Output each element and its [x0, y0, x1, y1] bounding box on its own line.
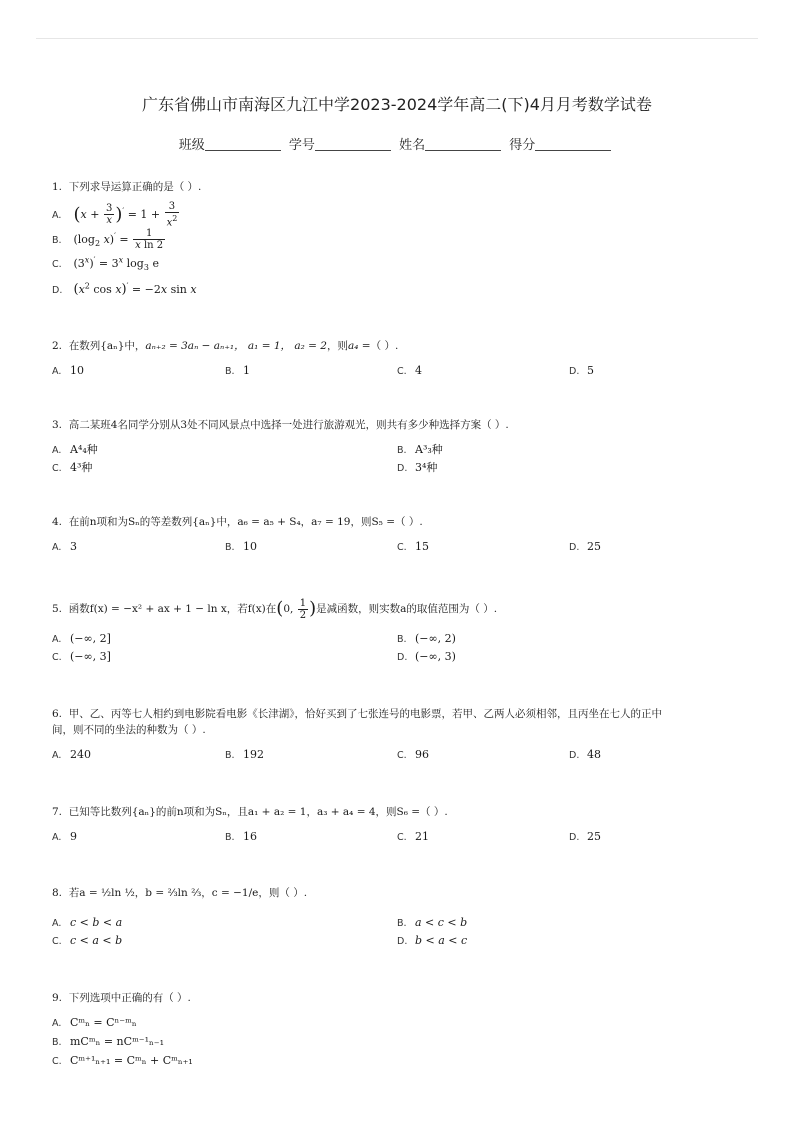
- question-stem: 3. 高二某班4名同学分别从3处不同风景点中选择一处进行旅游观光，则共有多少种选择方案（ ）.: [52, 419, 509, 431]
- question-stem: 9. 下列选项中正确的有（ ）.: [52, 992, 191, 1004]
- option-a: A. 10: [52, 364, 84, 377]
- class-blank[interactable]: [205, 138, 281, 151]
- option-b: B. mCᵐₙ = nCᵐ⁻¹ₙ₋₁: [52, 1035, 164, 1048]
- question-2: [52, 338, 752, 380]
- option-a: A. 9: [52, 830, 77, 843]
- number-label: 学号: [288, 138, 315, 153]
- question-stem: 1. 下列求导运算正确的是（ ）.: [52, 181, 202, 193]
- question-4: [52, 514, 752, 556]
- option-d: D. 3⁴种: [397, 461, 438, 474]
- option-d: D. 5: [569, 364, 594, 377]
- option-a: A. 240: [52, 748, 91, 761]
- question-6: [52, 706, 752, 764]
- option-b: B. 192: [225, 748, 264, 761]
- option-a: A. Cᵐₙ = Cⁿ⁻ᵐₙ: [52, 1016, 137, 1029]
- question-stem: 8. 若a = ½ln ½，b = ⅔ln ⅔，c = −1/e，则（ ）.: [52, 887, 308, 899]
- option-c: C. c < a < b: [52, 934, 123, 947]
- number-blank[interactable]: [315, 138, 391, 151]
- score-label: 得分: [509, 138, 536, 153]
- option-b: B. 10: [225, 540, 257, 553]
- option-d: D. b < a < c: [397, 934, 468, 947]
- option-a: A. (−∞, 2]: [52, 632, 111, 645]
- student-info-line: [0, 134, 794, 153]
- options: [52, 914, 752, 950]
- options: [52, 746, 752, 764]
- option-b: B. (−∞, 2): [397, 632, 456, 645]
- options: [52, 538, 752, 556]
- option-b: B. 16: [225, 830, 257, 843]
- option-c: C. $(3^x)' = 3^x$ $\log_3 e$: [52, 255, 159, 272]
- options: [52, 201, 752, 300]
- option-a: A. A⁴₄种: [52, 443, 98, 456]
- option-c: C. 4: [397, 364, 422, 377]
- page-title: 广东省佛山市南海区九江中学2023-2024学年高二(下)4月月考数学试卷: [142, 95, 652, 114]
- name-blank[interactable]: [425, 138, 501, 151]
- options: [52, 441, 752, 477]
- class-label: 班级: [178, 138, 205, 153]
- option-b: B. 1: [225, 364, 250, 377]
- formula-c: $(3^x)' = 3^x$ $\log_3 e$: [73, 255, 159, 272]
- question-9: [52, 990, 752, 1071]
- option-c: C. Cᵐ⁺¹ₙ₊₁ = Cᵐₙ + Cᵐₙ₊₁: [52, 1054, 193, 1067]
- question-stem: 5. 函数f(x) = −x² + ax + 1 − ln x，若f(x)在(0, $\frac{1}{2}$ )是减函数，则实数a的取值范围为（ ）.: [52, 597, 498, 621]
- question-8: [52, 880, 752, 950]
- option-b: B. ($\log_2$ x)′ = $\frac{1}{\text{x ln 2}}$: [52, 227, 752, 251]
- option-b: B. a < c < b: [397, 916, 468, 929]
- question-stem: 2. 在数列{aₙ}中，aₙ₊₂ = 3aₙ − aₙ₊₁， a₁ = 1， a₂ = 2，则a₄ =（ ）.: [52, 340, 399, 352]
- option-c: C. 15: [397, 540, 429, 553]
- option-c: C. 21: [397, 830, 429, 843]
- question-stem: 6. 甲、乙、丙等七人相约到电影院看电影《长津湖》，恰好买到了七张连号的电影票，若甲、乙两人必须相邻，且丙坐在七人的正中 间，则不同的坐法的种数为（ ）.: [52, 708, 662, 736]
- question-5: [52, 594, 752, 666]
- option-c: C. 96: [397, 748, 429, 761]
- question-7: [52, 804, 752, 846]
- option-d: D. ($x^2$ cos x)′ = −2x sin x: [52, 280, 197, 297]
- question-1: [52, 179, 752, 300]
- formula-d: ($x^2$ cos x)′ = −2x sin x: [73, 280, 197, 297]
- option-a: A. 3: [52, 540, 77, 553]
- option-d: D. 25: [569, 540, 601, 553]
- option-d: D. 48: [569, 748, 601, 761]
- top-divider: [36, 38, 758, 39]
- question-3: [52, 417, 752, 477]
- question-stem: 4. 在前n项和为Sₙ的等差数列{aₙ}中，a₆ = a₅ + S₄，a₇ = 19，则S₅ =（ ）.: [52, 516, 423, 528]
- option-c: C. 4³种: [52, 461, 93, 474]
- score-blank[interactable]: [535, 138, 611, 151]
- options: [52, 630, 752, 666]
- option-b: B. A³₃种: [397, 443, 443, 456]
- name-label: 姓名: [399, 138, 426, 153]
- question-stem: 7. 已知等比数列{aₙ}的前n项和为Sₙ，且a₁ + a₂ = 1，a₃ + a₄ = 4，则S₆ =（ ）.: [52, 806, 448, 818]
- options: [52, 828, 752, 846]
- option-a: A. c < b < a: [52, 916, 123, 929]
- options: [52, 362, 752, 380]
- option-a: A. (x + $\frac{3}{x}$ )′ = 1 + $\frac{3}{x^2}$: [52, 201, 752, 227]
- option-d: D. (−∞, 3): [397, 650, 456, 663]
- formula-a: (x + $\frac{3}{x}$ )′ = 1 + $\frac{3}{x^2}$: [73, 201, 178, 229]
- interval: (0, $\frac{1}{2}$ ): [276, 597, 317, 621]
- formula-b: ($\log_2$ x)′ = $\frac{1}{\text{x ln 2}}$: [73, 228, 164, 252]
- option-c: C. (−∞, 3]: [52, 650, 111, 663]
- option-d: D. 25: [569, 830, 601, 843]
- options: [52, 1014, 752, 1071]
